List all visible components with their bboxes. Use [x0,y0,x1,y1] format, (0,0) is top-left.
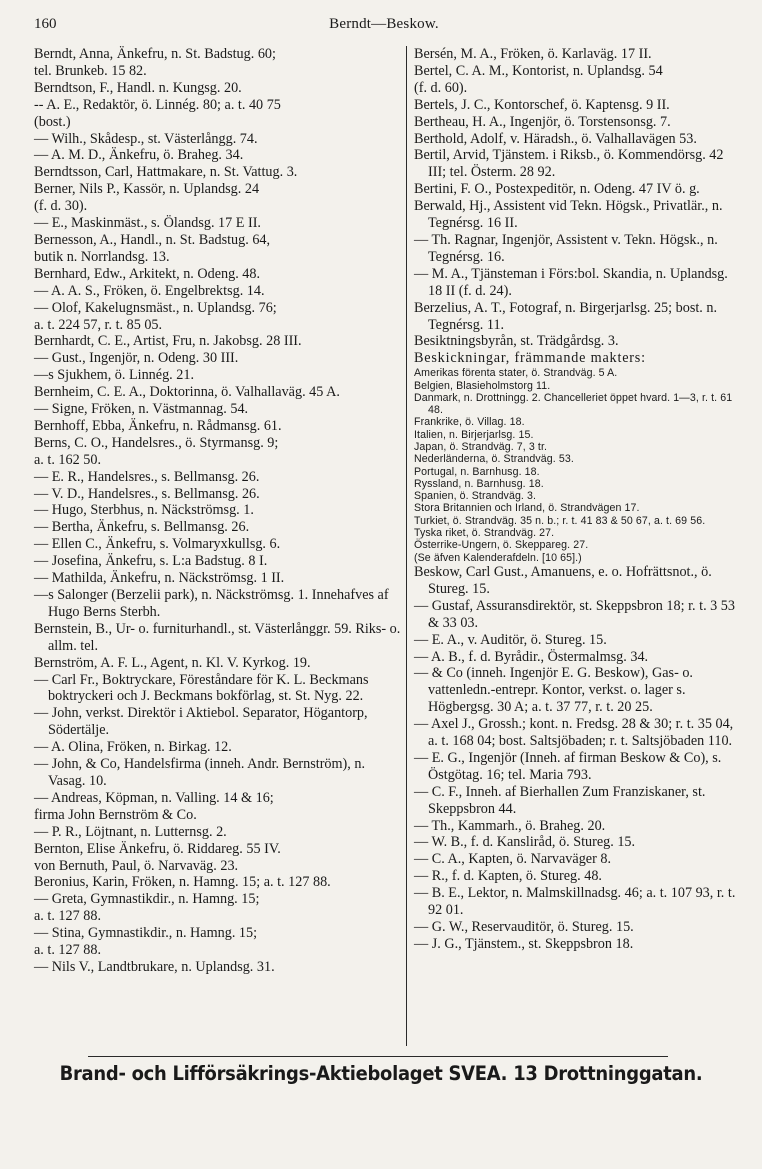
directory-entry: (f. d. 60). [414,79,468,96]
directory-entry: Bernstein, B., Ur- o. furniturhandl., st. Västerlånggr. 59. Riks- o. allm. tel. [34,620,401,654]
directory-entry: a. t. 162 50. [34,451,101,468]
directory-entry: — Greta, Gymnastikdir., n. Hamng. 15; [34,891,260,908]
directory-entry: (Se äfven Kalenderafdeln. [10 65].) [414,551,582,564]
directory-entry: — V. D., Handelsres., s. Bellmansg. 26. [34,485,260,502]
directory-entry: Bertini, F. O., Postexpeditör, n. Odeng. 47 IV ö. g. [414,181,700,198]
directory-entry: a. t. 127 88. [34,942,101,959]
directory-entry: Berns, C. O., Handelsres., ö. Styrmansg. 9; [34,434,279,451]
directory-entry: — Carl Fr., Boktryckare, Föreståndare för K. L. Beckmans boktryckeri och J. Beckmans bokförlag, st. St. Nyg. 22. [34,671,369,705]
directory-entry: — Th. Ragnar, Ingenjör, Assistent v. Tekn. Högsk., n. Tegnérsg. 16. [414,231,718,265]
directory-entry: (f. d. 30). [34,198,88,215]
directory-entry: Berthold, Adolf, v. Häradsh., ö. Valhallavägen 53. [414,130,697,147]
directory-entry: tel. Brunkeb. 15 82. [34,62,147,79]
directory-entry: -- A. E., Redaktör, ö. Linnég. 80; a. t. 40 75 [34,96,281,113]
directory-entry: — Gust., Ingenjör, n. Odeng. 30 III. [34,350,239,367]
directory-entry: Frankrike, ö. Villag. 18. [414,416,525,429]
directory-entry: butik n. Norrlandsg. 13. [34,248,170,265]
directory-entry: Turkiet, ö. Strandväg. 35 n. b.; r. t. 41 83 & 50 67, a. t. 69 56. [414,514,706,527]
right-column [414,46,736,1046]
left-column [34,46,402,1046]
directory-entry: — Bertha, Änkefru, s. Bellmansg. 26. [34,519,250,536]
directory-entry: Beskickningar, främmande makters: [414,350,646,367]
directory-entry: Stora Britannien och Irland, ö. Strandvägen 17. [414,502,640,515]
directory-entry: — Olof, Kakelugnsmäst., n. Uplandsg. 76; [34,299,277,316]
directory-entry: — G. W., Reservauditör, ö. Stureg. 15. [414,919,634,935]
directory-entry: Danmark, n. Drottningg. 2. Chancelleriet öppet hvard. 1—3, r. t. 61 48. [414,391,733,417]
directory-entry: — A. B., f. d. Byrådir., Östermalmsg. 34. [414,648,649,665]
directory-entry: (bost.) [34,113,71,130]
directory-entry: — Stina, Gymnastikdir., n. Hamng. 15; [34,925,258,942]
page-header [34,16,734,42]
directory-entry: Japan, ö. Strandväg. 7, 3 tr. [414,441,548,453]
running-head: Berndt—Beskow. [329,16,439,32]
directory-entry: — Wilh., Skådesp., st. Västerlångg. 74. [34,130,258,147]
directory-entry: Bernesson, A., Handl., n. St. Badstug. 64, [34,231,271,248]
directory-entry: — C. F., Inneh. af Bierhallen Zum Franziskaner, st. Skeppsbron 44. [414,783,706,817]
footer-rule [88,1056,668,1057]
directory-entry: — Hugo, Sterbhus, n. Näckströmsg. 1. [34,502,254,519]
directory-entry: a. t. 127 88. [34,908,101,925]
directory-entry: Bernhard, Edw., Arkitekt, n. Odeng. 48. [34,265,261,282]
directory-entry: Nederländerna, ö. Strandväg. 53. [414,453,574,466]
directory-entry: — B. E., Lektor, n. Malmskillnadsg. 46; a. t. 107 93, r. t. 92 01. [414,885,736,919]
directory-entry: — Ellen C., Änkefru, s. Volmaryxkullsg. 6. [34,536,281,553]
directory-entry: Berndtson, F., Handl. n. Kungsg. 20. [34,79,242,96]
directory-entry: Berwald, Hj., Assistent vid Tekn. Högsk., Privatlär., n. Tegnérsg. 16 II. [414,198,723,232]
directory-entry: — A. A. S., Fröken, ö. Engelbrektsg. 14. [34,282,265,299]
directory-entry: — Axel J., Grossh.; kont. n. Fredsg. 28 & 30; r. t. 35 04, a. t. 168 04; bost. Saltsjöbaden; r. t. Saltsjöbaden 110. [414,716,734,750]
directory-entry: — W. B., f. d. Kansliråd, ö. Stureg. 15. [414,834,636,851]
directory-entry: firma John Bernström & Co. [34,806,197,823]
directory-entry: Belgien, Blasieholmstorg 11. [414,379,551,392]
directory-entry: — A. M. D., Änkefru, ö. Braheg. 34. [34,147,244,164]
directory-entry: a. t. 224 57, r. t. 85 05. [34,316,163,333]
footer-advertisement: Brand- och Lifförsäkrings-Aktiebolaget SVEA. 13 Drottninggatan. [59,1062,703,1085]
directory-entry: — C. A., Kapten, ö. Narvaväger 8. [414,851,611,868]
directory-entry: Bersén, M. A., Fröken, ö. Karlaväg. 17 II. [414,46,652,62]
directory-entry: Bertels, J. C., Kontorschef, ö. Kaptensg. 9 II. [414,96,670,113]
directory-entry: — John, verkst. Direktör i Aktiebol. Separator, Högantorp, Södertälje. [34,705,368,739]
directory-entry: —s Sjukhem, ö. Linnég. 21. [34,367,194,384]
directory-entry: Bertheau, H. A., Ingenjör, ö. Torstensonsg. 7. [414,113,671,130]
directory-entry: — Th., Kammarh., ö. Braheg. 20. [414,817,606,834]
column-divider [406,46,407,1046]
directory-entry: Amerikas förenta stater, ö. Strandväg. 5 A. [414,367,618,380]
directory-entry: Tyska riket, ö. Strandväg. 27. [414,527,555,540]
directory-entry: — M. A., Tjänsteman i Förs:bol. Skandia, n. Uplandsg. 18 II (f. d. 24). [414,265,728,299]
directory-entry: Bernhoff, Ebba, Änkefru, n. Rådmansg. 61. [34,417,282,434]
directory-entry: — Gustaf, Assuransdirektör, st. Skeppsbron 18; r. t. 3 53 & 33 03. [414,597,735,631]
directory-entry: Bertel, C. A. M., Kontorist, n. Uplandsg. 54 [414,62,663,79]
directory-entry: — E. A., v. Auditör, ö. Stureg. 15. [414,631,607,648]
directory-entry: — P. R., Löjtnant, n. Lutternsg. 2. [34,823,227,840]
directory-entry: — J. G., Tjänstem., st. Skeppsbron 18. [414,935,634,952]
directory-entry: Österrike-Ungern, ö. Skeppareg. 27. [414,539,589,552]
directory-entry: — R., f. d. Kapten, ö. Stureg. 48. [414,868,602,885]
directory-entry: Bernton, Elise Änkefru, ö. Riddareg. 55 IV. [34,840,281,857]
directory-entry: — Signe, Fröken, n. Västmannag. 54. [34,401,249,418]
directory-entry: Besiktningsbyrån, st. Trädgårdsg. 3. [414,333,619,350]
directory-entry: — Andreas, Köpman, n. Valling. 14 & 16; [34,789,274,806]
directory-entry: Berzelius, A. T., Fotograf, n. Birgerjarlsg. 25; bost. n. Tegnérsg. 11. [414,299,718,333]
directory-entry: — John, & Co, Handelsfirma (inneh. Andr. Bernström), n. Vasag. 10. [34,756,366,789]
directory-entry: — E., Maskinmäst., s. Ölandsg. 17 E II. [34,215,261,232]
directory-entry: — & Co (inneh. Ingenjör E. G. Beskow), Gas- o. vattenledn.-entrepr. Kontor, verkst. o. lager s. Högbergsg. 30 A; a. t. 37 77, r. t. 20 25. [414,665,693,716]
directory-entry: Spanien, ö. Strandväg. 3. [414,490,537,503]
directory-entry: Portugal, n. Barnhusg. 18. [414,465,540,478]
directory-entry: Beskow, Carl Gust., Amanuens, e. o. Hofrättsnot., ö. Stureg. 15. [414,563,712,597]
directory-entry: — A. Olina, Fröken, n. Birkag. 12. [34,739,232,756]
directory-entry: Ryssland, n. Barnhusg. 18. [414,477,544,490]
directory-entry: von Bernuth, Paul, ö. Narvaväg. 23. [34,857,239,874]
page-number: 160 [34,16,57,32]
directory-entry: Berndtsson, Carl, Hattmakare, n. St. Vattug. 3. [34,164,298,181]
directory-entry: —s Salonger (Berzelii park), n. Näckströmsg. 1. Innehafves af Hugo Berns Sterbh. [34,587,389,620]
directory-entry: Italien, n. Birjerjarlsg. 15. [414,428,534,441]
directory-entry: — Nils V., Landtbrukare, n. Uplandsg. 31. [34,958,275,975]
directory-entry: — E. R., Handelsres., s. Bellmansg. 26. [34,468,260,485]
directory-entry: — E. G., Ingenjör (Inneh. af firman Beskow & Co), s. Östgötag. 16; tel. Maria 793. [414,749,722,783]
directory-entry: Bernhardt, C. E., Artist, Fru, n. Jakobsg. 28 III. [34,333,302,350]
directory-entry: Bertil, Arvid, Tjänstem. i Riksb., ö. Kommendörsg. 42 III; tel. Österm. 28 92. [414,147,724,181]
directory-entry: Bernström, A. F. L., Agent, n. Kl. V. Kyrkog. 19. [34,654,311,671]
directory-entry: — Josefina, Änkefru, s. L:a Badstug. 8 I. [34,553,268,570]
directory-entry: Berndt, Anna, Änkefru, n. St. Badstug. 60; [34,46,276,62]
directory-entry: Berner, Nils P., Kassör, n. Uplandsg. 24 [34,181,260,198]
directory-entry: Beronius, Karin, Fröken, n. Hamng. 15; a. t. 127 88. [34,874,331,891]
directory-entry: — Mathilda, Änkefru, n. Näckströmsg. 1 II. [34,570,285,587]
directory-entry: Bernheim, C. E. A., Doktorinna, ö. Valhallaväg. 45 A. [34,384,340,401]
